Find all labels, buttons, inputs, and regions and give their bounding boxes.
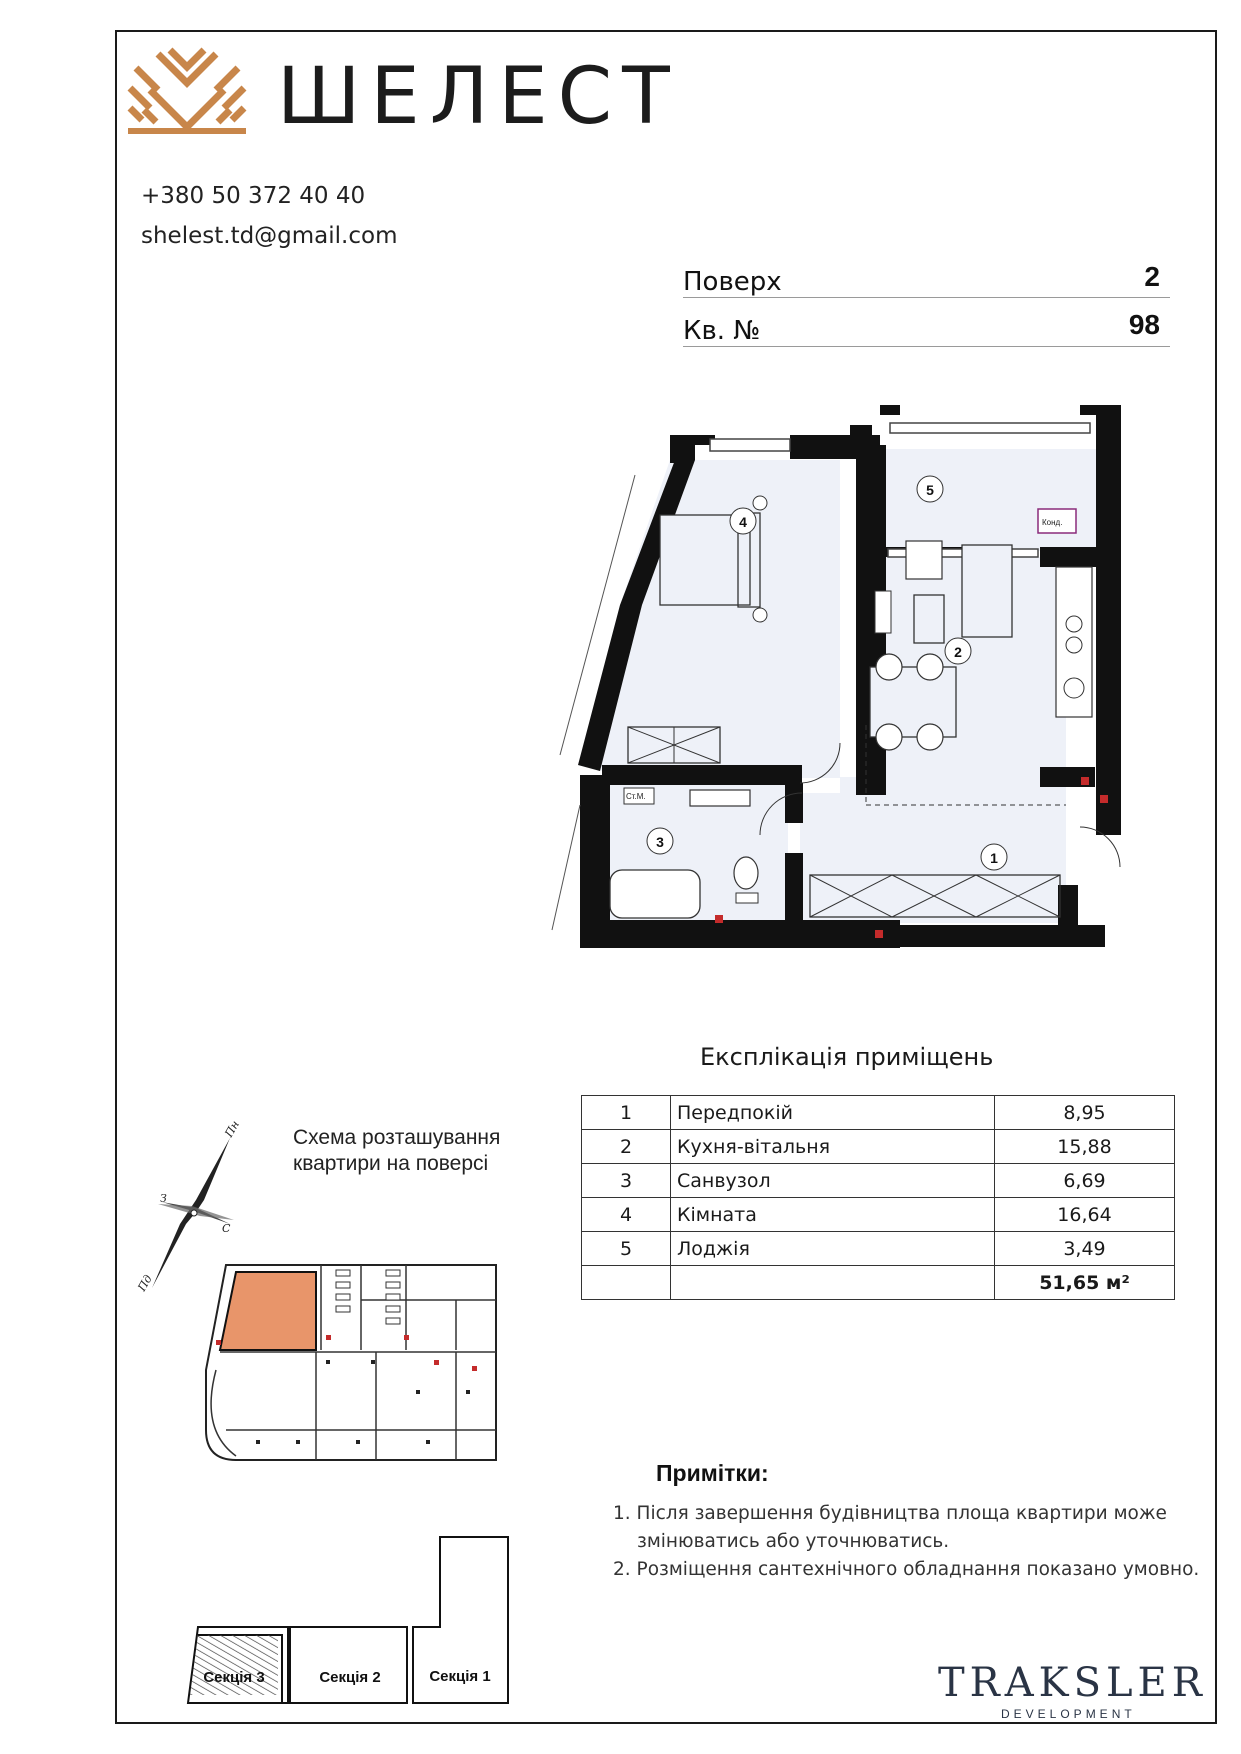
table-row <box>582 1164 1175 1198</box>
explication-title: Експлікація приміщень <box>700 1043 994 1071</box>
wall-nw-corner <box>670 435 690 463</box>
section-diagram <box>178 1535 508 1715</box>
row-num: 2 <box>582 1130 671 1164</box>
scheme-title-line2: квартири на поверсі <box>293 1152 489 1175</box>
svg-text:5: 5 <box>926 482 934 498</box>
row-area: 8,95 <box>995 1096 1175 1130</box>
kitchen-counter <box>1056 567 1092 717</box>
bathtub <box>610 870 700 918</box>
svg-text:3: 3 <box>656 834 664 850</box>
apartment-underline <box>683 346 1170 347</box>
wall-east <box>1096 405 1121 835</box>
note-1-line1: 1. Після завершення будівництва площа квартири може <box>613 1503 1167 1524</box>
apartment-label: Кв. № <box>683 316 761 346</box>
compass-south: Пд <box>135 1272 155 1294</box>
wall-loggia-south <box>1040 547 1120 567</box>
floor-label: Поверх <box>683 267 782 297</box>
svg-text:1: 1 <box>990 850 998 866</box>
washer-label: Ст.М. <box>626 792 646 801</box>
scheme-title-line1: Схема розташування <box>293 1126 501 1149</box>
section-1-label[interactable]: Секція 1 <box>429 1668 491 1685</box>
total-area: 51,65 м² <box>995 1266 1175 1300</box>
notes-list <box>613 1500 1203 1584</box>
wall-south <box>580 920 900 948</box>
row-area: 15,88 <box>995 1130 1175 1164</box>
row-num: 3 <box>582 1164 671 1198</box>
row-num: 4 <box>582 1198 671 1232</box>
row-num: 5 <box>582 1232 671 1266</box>
section-2-label[interactable]: Секція 2 <box>319 1669 381 1686</box>
row-name: Кухня-вітальня <box>671 1130 995 1164</box>
row-area: 6,69 <box>995 1164 1175 1198</box>
scheme-title <box>293 1125 500 1177</box>
svg-text:4: 4 <box>739 514 747 530</box>
floor-value: 2 <box>1144 261 1160 292</box>
room-number-5 <box>917 476 943 502</box>
row-name: Лоджія <box>671 1232 995 1266</box>
section-3-label[interactable]: Секція 3 <box>203 1669 265 1686</box>
row-name: Передпокій <box>671 1096 995 1130</box>
note-2: 2. Розміщення сантехнічного обладнання показано умовно. <box>613 1559 1200 1580</box>
table-row <box>582 1198 1175 1232</box>
window-loggia <box>890 423 1090 433</box>
shelest-logo-icon <box>128 44 246 136</box>
notes-title: Примітки: <box>656 1460 769 1486</box>
contact-phone[interactable]: +380 50 372 40 40 <box>141 183 366 209</box>
table-row <box>582 1232 1175 1266</box>
floor-underline <box>683 297 1170 298</box>
table-row <box>582 1096 1175 1130</box>
row-num: 1 <box>582 1096 671 1130</box>
developer-sub: DEVELOPMENT <box>1001 1707 1136 1721</box>
table-total-row <box>582 1266 1175 1300</box>
toilet <box>734 857 758 889</box>
room-number-3 <box>647 828 673 854</box>
row-area: 16,64 <box>995 1198 1175 1232</box>
developer-logo: TRAKSLER <box>938 1660 1207 1706</box>
window-bedroom <box>710 439 790 451</box>
apartment-highlight <box>220 1272 316 1350</box>
sofa <box>962 545 1012 637</box>
row-name: Кімната <box>671 1198 995 1232</box>
note-1-line2: змінюватись або уточнюватись. <box>637 1531 950 1552</box>
room-5-fill <box>885 449 1100 551</box>
row-area: 3,49 <box>995 1232 1175 1266</box>
apartment-value: 98 <box>1128 309 1160 340</box>
room-number-1 <box>981 844 1007 870</box>
compass-west: З <box>160 1192 167 1205</box>
row-name: Санвузол <box>671 1164 995 1198</box>
sink <box>690 790 750 806</box>
compass-north: Пн <box>222 1118 243 1140</box>
floor-plan <box>540 405 1140 965</box>
wall-bath-north <box>602 765 802 785</box>
brand-name: ШЕЛЕСТ <box>277 52 680 142</box>
wall-bath-west <box>580 775 610 925</box>
table-row <box>582 1130 1175 1164</box>
conditioner-label: Конд. <box>1042 518 1063 527</box>
svg-text:2: 2 <box>954 644 962 660</box>
contact-email[interactable]: shelest.td@gmail.com <box>141 223 398 249</box>
room-number-4 <box>730 508 756 534</box>
room-number-2 <box>945 638 971 664</box>
floor-scheme <box>196 1260 501 1465</box>
explication-table <box>581 1095 1175 1300</box>
compass-east: С <box>222 1222 231 1235</box>
